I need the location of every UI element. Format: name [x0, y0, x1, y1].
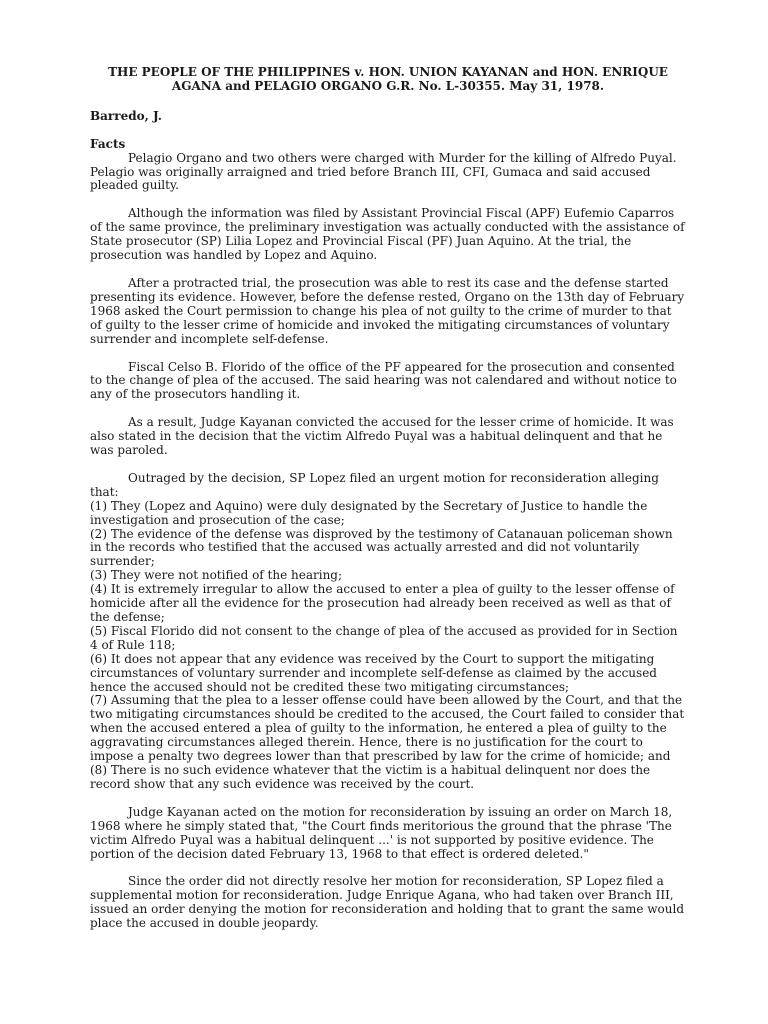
section-heading-facts: Facts: [90, 136, 126, 151]
paragraph: Fiscal Celso B. Florido of the office of the PF appeared for the prosecution and consented to the change of plea of the accused. The said hearing was not calendared and without notice to any of the prosecutors handling it.: [90, 359, 677, 402]
paragraph: Although the information was filed by Assistant Provincial Fiscal (APF) Eufemio Caparros of the same province, the preliminary investigation was actually conducted with the assistance of State prosecutor (SP) Lilia Lopez and Provincial Fiscal (PF) Juan Aquino. At the trial, the prosecution was handled by Lopez and Aquino.: [90, 206, 685, 263]
motion-grounds-list: [90, 500, 686, 792]
case-title: THE PEOPLE OF THE PHILIPPINES v. HON. UNION KAYANAN and HON. ENRIQUE AGANA and PELAGIO ORGANO G.R. No. L-30355. May 31, 1978.: [108, 65, 668, 93]
list-item: (1) They (Lopez and Aquino) were duly designated by the Secretary of Justice to handle the investigation and prosecution of the case;: [90, 498, 648, 527]
paragraph: Since the order did not directly resolve her motion for reconsideration, SP Lopez filed a supplemental motion for reconsideration. Judge Enrique Agana, who had taken over Branch III, issued an order denying the motion for reconsideration and holding that to grant the same would place the accused in double jeopardy.: [90, 874, 685, 931]
paragraph: Pelagio Organo and two others were charged with Murder for the killing of Alfredo Puyal. Pelagio was originally arraigned and tried before Branch III, CFI, Gumaca and said accused pleaded guilty.: [90, 150, 677, 193]
list-item: (2) The evidence of the defense was disproved by the testimony of Catanauan policeman shown in the records who testified that the accused was actually arrested and did not voluntarily surrender;: [90, 526, 673, 569]
ponente-name: Barredo, J.: [90, 108, 162, 123]
paragraph: Judge Kayanan acted on the motion for reconsideration by issuing an order on March 18, 1968 where he simply stated that, "the Court finds meritorious the ground that the phrase 'The victim Alfredo Puyal was a habitual delinquent ...' is not supported by positive evidence. The portion of the decision dated February 13, 1968 to that effect is ordered deleted.": [90, 804, 673, 861]
paragraph: As a result, Judge Kayanan convicted the accused for the lesser crime of homicide. It was also stated in the decision that the victim Alfredo Puyal was a habitual delinquent and that he was paroled.: [90, 415, 674, 458]
list-item: (3) They were not notified of the hearing;: [90, 568, 343, 583]
document-page: [90, 66, 686, 945]
list-item: (6) It does not appear that any evidence was received by the Court to support the mitigating circumstances of voluntary surrender and incomplete self-defense as claimed by the accused hence the accused should not be credited these two mitigating circumstances;: [90, 651, 657, 694]
list-item: (7) Assuming that the plea to a lesser offense could have been allowed by the Court, and that the two mitigating circumstances should be credited to the accused, the Court failed to consider that when the accused entered a plea of guilty to the information, he entered a plea of guilty to the aggravating circumstances alleged therein. Hence, there is no justification for the court to impose a penalty two degrees lower than that prescribed by law for the crime of homicide; and: [90, 693, 685, 764]
list-item: (4) It is extremely irregular to allow the accused to enter a plea of guilty to the lesser offense of homicide after all the evidence for the prosecution had already been received as well as that of the defense;: [90, 582, 675, 624]
list-item: (5) Fiscal Florido did not consent to the change of plea of the accused as provided for in Section 4 of Rule 118;: [90, 623, 678, 652]
list-item: (8) There is no such evidence whatever that the victim is a habitual delinquent nor does the record show that any such evidence was received by the court.: [90, 762, 651, 791]
paragraph-list-intro: Outraged by the decision, SP Lopez filed an urgent motion for reconsideration alleging that:: [90, 470, 659, 499]
paragraph: After a protracted trial, the prosecution was able to rest its case and the defense started presenting its evidence. However, before the defense rested, Organo on the 13th day of February 1968 asked the Court permission to change his plea of not guilty to the crime of murder to that of guilty to the lesser crime of homicide and invoked the mitigating circumstances of voluntary surrender and incomplete self-defense.: [90, 275, 685, 346]
